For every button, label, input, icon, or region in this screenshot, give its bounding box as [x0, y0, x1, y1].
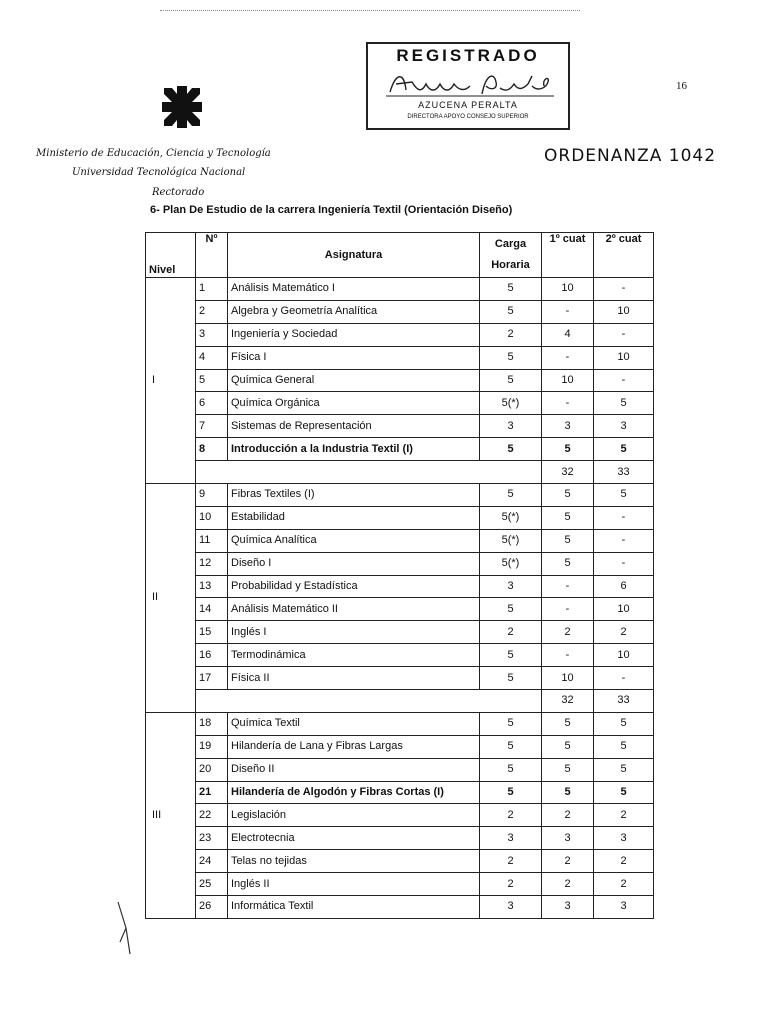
- plan-title: 6- Plan De Estudio de la carrera Ingeniería Textil (Orientación Diseño): [150, 204, 513, 216]
- margin-tick-mark: [114, 898, 136, 958]
- cuat2-cell: 5: [594, 712, 654, 735]
- stamp-name: AZUCENA PERALTA: [418, 100, 518, 110]
- carga-horaria-cell: 2: [480, 850, 542, 873]
- total-cuat2: 33: [594, 690, 654, 713]
- asignatura-cell: Fibras Textiles (I): [228, 484, 480, 507]
- carga-horaria-cell: 5(*): [480, 552, 542, 575]
- cuat2-cell: 10: [594, 644, 654, 667]
- table-row: [146, 712, 654, 735]
- totals-spacer: [196, 461, 542, 484]
- row-number: 17: [196, 667, 228, 690]
- row-number: 26: [196, 896, 228, 919]
- asignatura-cell: Diseño I: [228, 552, 480, 575]
- row-number: 6: [196, 392, 228, 415]
- cuat2-cell: -: [594, 529, 654, 552]
- cuat1-cell: 3: [542, 896, 594, 919]
- row-number: 25: [196, 873, 228, 896]
- asignatura-cell: Legislación: [228, 804, 480, 827]
- cuat1-cell: 2: [542, 873, 594, 896]
- asignatura-cell: Análisis Matemático I: [228, 278, 480, 301]
- ministry-name: Ministerio de Educación, Ciencia y Tecnología: [36, 148, 271, 159]
- carga-horaria-cell: 3: [480, 896, 542, 919]
- cuat1-cell: 10: [542, 667, 594, 690]
- total-cuat1: 32: [542, 461, 594, 484]
- cuat1-cell: 5: [542, 506, 594, 529]
- row-number: 20: [196, 758, 228, 781]
- asignatura-cell: Informática Textil: [228, 896, 480, 919]
- totals-row: [146, 690, 654, 713]
- rectorado-label: Rectorado: [152, 187, 205, 198]
- carga-horaria-cell: 5: [480, 758, 542, 781]
- carga-horaria-cell: 5: [480, 438, 542, 461]
- study-plan-table: [145, 232, 654, 919]
- nivel-cell: III: [146, 712, 196, 918]
- utn-logo-icon: [162, 86, 202, 128]
- header-nivel: Nivel: [146, 233, 196, 278]
- cuat2-cell: 10: [594, 300, 654, 323]
- table-row: [146, 415, 654, 438]
- row-number: 11: [196, 529, 228, 552]
- cuat1-cell: 5: [542, 529, 594, 552]
- asignatura-cell: Química Analítica: [228, 529, 480, 552]
- header-cuat2: 2º cuat: [594, 233, 654, 278]
- cuat2-cell: 2: [594, 621, 654, 644]
- asignatura-cell: Electrotecnia: [228, 827, 480, 850]
- stamp-role: DIRECTORA APOYO CONSEJO SUPERIOR: [407, 114, 529, 120]
- cuat2-cell: 2: [594, 850, 654, 873]
- asignatura-cell: Hilandería de Lana y Fibras Largas: [228, 735, 480, 758]
- cuat2-cell: 3: [594, 896, 654, 919]
- cuat2-cell: 5: [594, 758, 654, 781]
- cuat1-cell: -: [542, 392, 594, 415]
- asignatura-cell: Física II: [228, 667, 480, 690]
- carga-horaria-cell: 5(*): [480, 529, 542, 552]
- table-row: [146, 506, 654, 529]
- row-number: 2: [196, 300, 228, 323]
- asignatura-cell: Hilandería de Algodón y Fibras Cortas (I): [228, 781, 480, 804]
- row-number: 24: [196, 850, 228, 873]
- row-number: 22: [196, 804, 228, 827]
- row-number: 14: [196, 598, 228, 621]
- row-number: 23: [196, 827, 228, 850]
- table-row: [146, 552, 654, 575]
- table-row: [146, 667, 654, 690]
- cuat2-cell: -: [594, 506, 654, 529]
- row-number: 16: [196, 644, 228, 667]
- table-row: [146, 323, 654, 346]
- asignatura-cell: Ingeniería y Sociedad: [228, 323, 480, 346]
- carga-horaria-cell: 5: [480, 781, 542, 804]
- table-row: [146, 827, 654, 850]
- cuat1-cell: 2: [542, 804, 594, 827]
- carga-horaria-cell: 5(*): [480, 506, 542, 529]
- carga-horaria-cell: 3: [480, 575, 542, 598]
- cuat1-cell: 5: [542, 712, 594, 735]
- header-carga-line1: Carga: [494, 238, 527, 250]
- carga-horaria-cell: 5: [480, 644, 542, 667]
- cuat1-cell: -: [542, 598, 594, 621]
- header-asignatura: Asignatura: [228, 233, 480, 278]
- row-number: 19: [196, 735, 228, 758]
- asignatura-cell: Sistemas de Representación: [228, 415, 480, 438]
- carga-horaria-cell: 5: [480, 598, 542, 621]
- cuat1-cell: 10: [542, 369, 594, 392]
- carga-horaria-cell: 5: [480, 346, 542, 369]
- table-row: [146, 484, 654, 507]
- total-cuat2: 33: [594, 461, 654, 484]
- cuat1-cell: 5: [542, 781, 594, 804]
- cuat2-cell: -: [594, 667, 654, 690]
- row-number: 15: [196, 621, 228, 644]
- cuat1-cell: 5: [542, 552, 594, 575]
- cuat1-cell: 4: [542, 323, 594, 346]
- cuat1-cell: 5: [542, 438, 594, 461]
- row-number: 1: [196, 278, 228, 301]
- carga-horaria-cell: 2: [480, 804, 542, 827]
- table-row: [146, 896, 654, 919]
- asignatura-cell: Inglés I: [228, 621, 480, 644]
- signature-scribble: [382, 68, 558, 98]
- table-row: [146, 621, 654, 644]
- cuat1-cell: 2: [542, 850, 594, 873]
- ordinance-number: ORDENANZA 1042: [544, 146, 717, 166]
- table-row: [146, 758, 654, 781]
- cuat1-cell: 5: [542, 758, 594, 781]
- asignatura-cell: Física I: [228, 346, 480, 369]
- stamp-title: REGISTRADO: [396, 46, 540, 65]
- asignatura-cell: Estabilidad: [228, 506, 480, 529]
- cuat2-cell: -: [594, 323, 654, 346]
- cuat2-cell: 5: [594, 735, 654, 758]
- header-carga-horaria: [480, 233, 542, 278]
- row-number: 13: [196, 575, 228, 598]
- cuat2-cell: 5: [594, 484, 654, 507]
- totals-row: [146, 461, 654, 484]
- row-number: 5: [196, 369, 228, 392]
- cuat1-cell: -: [542, 346, 594, 369]
- table-row: [146, 804, 654, 827]
- row-number: 7: [196, 415, 228, 438]
- carga-horaria-cell: 5: [480, 735, 542, 758]
- header-cuat1: 1º cuat: [542, 233, 594, 278]
- cuat1-cell: -: [542, 644, 594, 667]
- cuat2-cell: 5: [594, 392, 654, 415]
- cuat1-cell: -: [542, 575, 594, 598]
- cuat1-cell: 5: [542, 484, 594, 507]
- table-row: [146, 850, 654, 873]
- row-number: 12: [196, 552, 228, 575]
- cuat2-cell: 10: [594, 346, 654, 369]
- asignatura-cell: Diseño II: [228, 758, 480, 781]
- asignatura-cell: Química General: [228, 369, 480, 392]
- row-number: 21: [196, 781, 228, 804]
- carga-horaria-cell: 2: [480, 323, 542, 346]
- cuat1-cell: 3: [542, 827, 594, 850]
- header-carga-line2: Horaria: [491, 259, 530, 271]
- header-number: Nº: [196, 233, 228, 278]
- asignatura-cell: Química Textil: [228, 712, 480, 735]
- table-row: [146, 346, 654, 369]
- cuat2-cell: 10: [594, 598, 654, 621]
- nivel-cell: I: [146, 278, 196, 484]
- totals-spacer: [196, 690, 542, 713]
- table-row: [146, 781, 654, 804]
- cuat2-cell: 2: [594, 804, 654, 827]
- carga-horaria-cell: 2: [480, 873, 542, 896]
- row-number: 3: [196, 323, 228, 346]
- table-row: [146, 369, 654, 392]
- row-number: 8: [196, 438, 228, 461]
- cuat1-cell: -: [542, 300, 594, 323]
- table-row: [146, 644, 654, 667]
- page-number: 16: [676, 80, 687, 92]
- row-number: 18: [196, 712, 228, 735]
- table-row: [146, 300, 654, 323]
- carga-horaria-cell: 5: [480, 278, 542, 301]
- table-row: [146, 392, 654, 415]
- cuat2-cell: -: [594, 552, 654, 575]
- row-number: 10: [196, 506, 228, 529]
- cuat2-cell: -: [594, 369, 654, 392]
- carga-horaria-cell: 2: [480, 621, 542, 644]
- asignatura-cell: Análisis Matemático II: [228, 598, 480, 621]
- carga-horaria-cell: 3: [480, 827, 542, 850]
- carga-horaria-cell: 3: [480, 415, 542, 438]
- asignatura-cell: Introducción a la Industria Textil (I): [228, 438, 480, 461]
- carga-horaria-cell: 5(*): [480, 392, 542, 415]
- table-row: [146, 735, 654, 758]
- table-row: [146, 598, 654, 621]
- carga-horaria-cell: 5: [480, 484, 542, 507]
- table-row: [146, 438, 654, 461]
- row-number: 9: [196, 484, 228, 507]
- table-row: [146, 529, 654, 552]
- carga-horaria-cell: 5: [480, 712, 542, 735]
- cuat2-cell: 3: [594, 415, 654, 438]
- asignatura-cell: Química Orgánica: [228, 392, 480, 415]
- table-row: [146, 873, 654, 896]
- asignatura-cell: Inglés II: [228, 873, 480, 896]
- cuat1-cell: 10: [542, 278, 594, 301]
- asignatura-cell: Probabilidad y Estadística: [228, 575, 480, 598]
- cuat1-cell: 3: [542, 415, 594, 438]
- cuat2-cell: 5: [594, 781, 654, 804]
- table-body: [146, 278, 654, 919]
- carga-horaria-cell: 5: [480, 369, 542, 392]
- scan-artifact-line: [160, 10, 580, 15]
- row-number: 4: [196, 346, 228, 369]
- table-header-row: [146, 233, 654, 278]
- cuat2-cell: 2: [594, 873, 654, 896]
- university-name: Universidad Tecnológica Nacional: [72, 167, 246, 178]
- asignatura-cell: Algebra y Geometría Analítica: [228, 300, 480, 323]
- cuat2-cell: 5: [594, 438, 654, 461]
- nivel-cell: II: [146, 484, 196, 713]
- cuat2-cell: 3: [594, 827, 654, 850]
- registration-stamp: [366, 42, 570, 130]
- asignatura-cell: Telas no tejidas: [228, 850, 480, 873]
- carga-horaria-cell: 5: [480, 300, 542, 323]
- table-row: [146, 575, 654, 598]
- asignatura-cell: Termodinámica: [228, 644, 480, 667]
- carga-horaria-cell: 5: [480, 667, 542, 690]
- total-cuat1: 32: [542, 690, 594, 713]
- table-row: [146, 278, 654, 301]
- cuat1-cell: 5: [542, 735, 594, 758]
- cuat1-cell: 2: [542, 621, 594, 644]
- cuat2-cell: -: [594, 278, 654, 301]
- cuat2-cell: 6: [594, 575, 654, 598]
